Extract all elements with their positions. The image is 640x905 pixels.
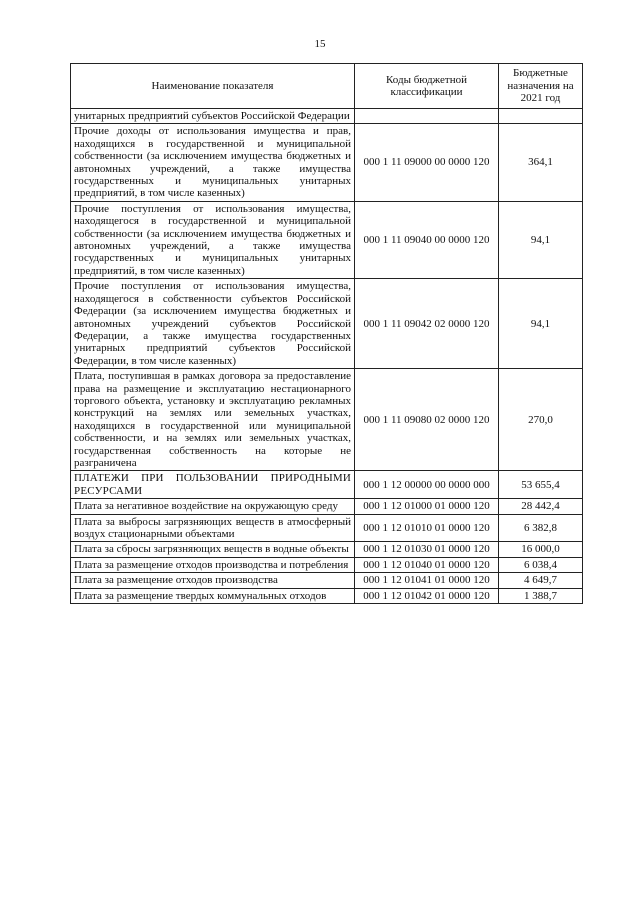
row-name: Прочие доходы от использования имущества и прав, находящихся в государственной и муниципальной собственности (за исключением имущества бюджетных и автономных учреждений, а также имущества государственных и муниципальных унитарных предприятий, в том числе казенных) [71, 124, 355, 201]
row-value: 16 000,0 [499, 542, 583, 557]
row-code: 000 1 11 09042 02 0000 120 [355, 279, 499, 369]
row-code: 000 1 12 00000 00 0000 000 [355, 471, 499, 499]
row-name: Плата за негативное воздействие на окружающую среду [71, 499, 355, 514]
budget-table [70, 63, 583, 604]
table-row [71, 109, 583, 124]
row-code: 000 1 11 09040 00 0000 120 [355, 201, 499, 278]
row-value: 94,1 [499, 279, 583, 369]
table-row [71, 499, 583, 514]
row-code: 000 1 12 01000 01 0000 120 [355, 499, 499, 514]
row-name: Плата за размещение отходов производства [71, 573, 355, 588]
row-value: 28 442,4 [499, 499, 583, 514]
row-value: 6 038,4 [499, 557, 583, 572]
header-code: Коды бюджетной классификации [355, 64, 499, 109]
row-name: Плата за сбросы загрязняющих веществ в водные объекты [71, 542, 355, 557]
table-row [71, 124, 583, 201]
row-value: 1 388,7 [499, 588, 583, 603]
row-code: 000 1 12 01042 01 0000 120 [355, 588, 499, 603]
header-name: Наименование показателя [71, 64, 355, 109]
row-code: 000 1 12 01030 01 0000 120 [355, 542, 499, 557]
row-value: 53 655,4 [499, 471, 583, 499]
row-value: 94,1 [499, 201, 583, 278]
page-number: 15 [314, 38, 326, 50]
table-row [71, 369, 583, 471]
row-name: унитарных предприятий субъектов Российской Федерации [71, 109, 355, 124]
row-value [499, 109, 583, 124]
table-row [71, 588, 583, 603]
row-name: Плата, поступившая в рамках договора за предоставление права на размещение и эксплуатацию нестационарного торгового объекта, установку и эксплуатацию рекламных конструкций на землях или земельных участках, находящихся в государственной или муниципальной собственности, и на землях или земельных участках, государственная собственность на которые не разграничена [71, 369, 355, 471]
row-code: 000 1 12 01040 01 0000 120 [355, 557, 499, 572]
row-code: 000 1 11 09080 02 0000 120 [355, 369, 499, 471]
table-row [71, 471, 583, 499]
row-name: Плата за размещение твердых коммунальных отходов [71, 588, 355, 603]
row-value: 270,0 [499, 369, 583, 471]
row-name: Прочие поступления от использования имущества, находящегося в государственной и муниципальной собственности (за исключением имущества бюджетных и автономных учреждений, а также имущества государственных и муниципальных унитарных предприятий, в том числе казенных) [71, 201, 355, 278]
row-value: 6 382,8 [499, 514, 583, 542]
row-name: Плата за размещение отходов производства и потребления [71, 557, 355, 572]
table-row [71, 279, 583, 369]
row-code: 000 1 12 01010 01 0000 120 [355, 514, 499, 542]
table-header-row [71, 64, 583, 109]
table-row [71, 201, 583, 278]
header-value: Бюджетные назначения на 2021 год [499, 64, 583, 109]
row-code [355, 109, 499, 124]
row-value: 4 649,7 [499, 573, 583, 588]
table-row [71, 573, 583, 588]
row-name: Плата за выбросы загрязняющих веществ в атмосферный воздух стационарными объектами [71, 514, 355, 542]
row-name: Прочие поступления от использования имущества, находящегося в собственности субъектов Российской Федерации (за исключением имущества бюджетных и автономных учреждений субъектов Российской Федерации, а также имущества государственных унитарных предприятий субъектов Российской Федерации, в том числе казенных) [71, 279, 355, 369]
row-code: 000 1 12 01041 01 0000 120 [355, 573, 499, 588]
row-code: 000 1 11 09000 00 0000 120 [355, 124, 499, 201]
table-row [71, 542, 583, 557]
row-name: ПЛАТЕЖИ ПРИ ПОЛЬЗОВАНИИ ПРИРОДНЫМИ РЕСУРСАМИ [71, 471, 355, 499]
row-value: 364,1 [499, 124, 583, 201]
table-row [71, 514, 583, 542]
table-row [71, 557, 583, 572]
